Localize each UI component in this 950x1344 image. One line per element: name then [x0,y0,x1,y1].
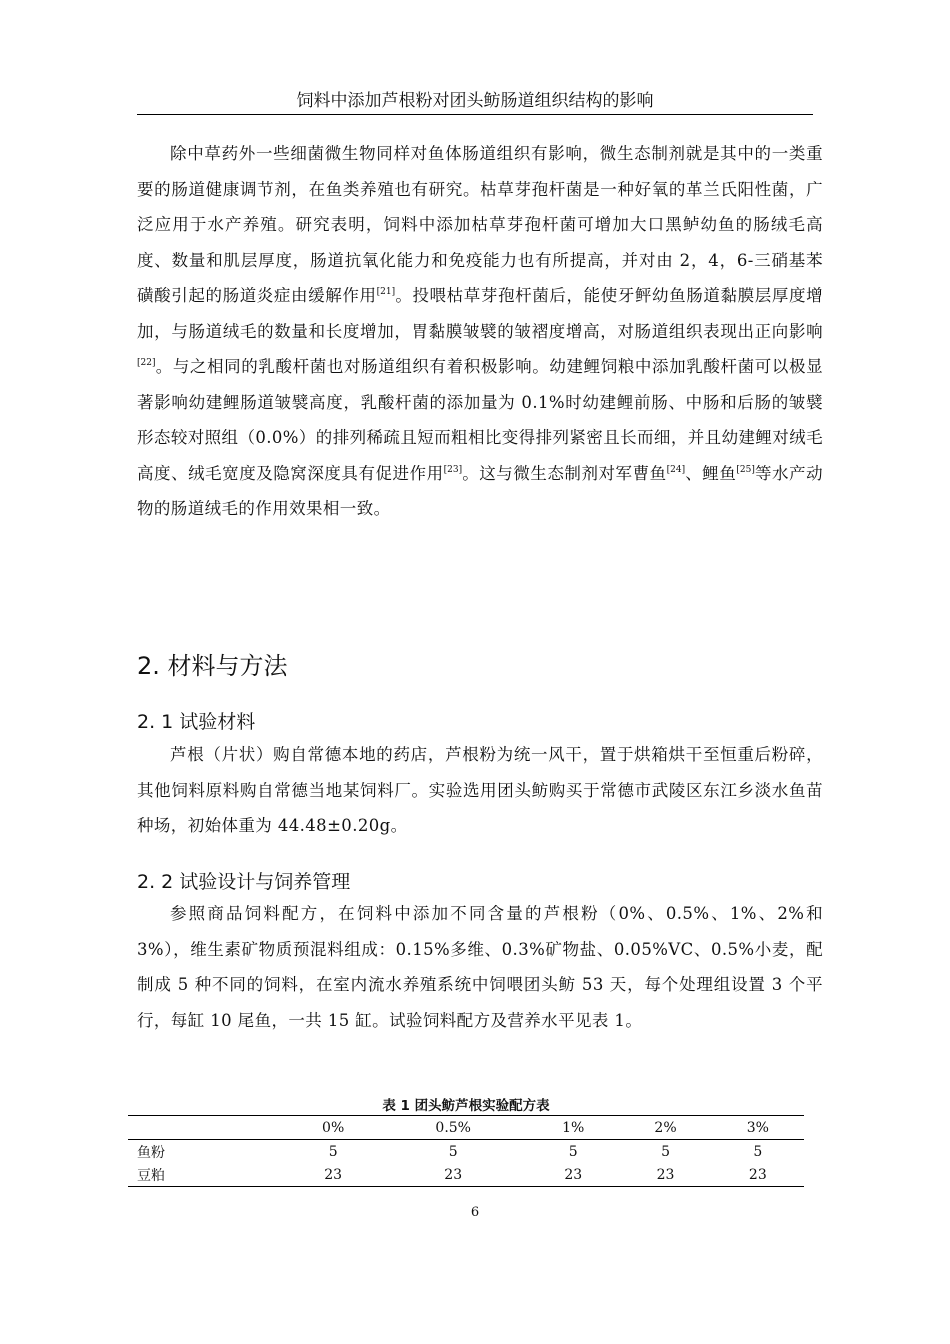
column-header: 1% [562,1119,585,1136]
citation-25: [25] [736,464,755,475]
section-heading-materials-methods: 2. 材料与方法 [137,652,288,680]
column-header [128,1116,287,1140]
text-segment: 等水产动物的肠道绒毛的作用效果相一致。 [137,463,823,518]
table-row [128,1140,804,1164]
row-label: 鱼粉 [137,1144,165,1161]
citation-21: [21] [376,287,396,297]
table-cell: 23 [564,1166,583,1183]
subsection-heading-materials: 2. 1 试验材料 [137,711,256,733]
table-caption: 表 1 团头鲂芦根实验配方表 [382,1098,550,1114]
intro-paragraph [137,136,823,527]
page-number: 6 [470,1205,480,1220]
design-paragraph: 参照商品饲料配方，在饲料中添加不同含量的芦根粉（0%、0.5%、1%、2%和 3%），维生素矿物质预混料组成：0.15%多维、0.3%矿物盐、0.05%VC、0.5%小麦，配制成 5 种不同的饲料，在室内流水养殖系统中饲喂团头鲂 53 天，每个处理组设置 3 个平行，每缸 10 尾鱼，一共 15 缸。试验饲料配方及营养水平见表 1。 [137,904,823,1030]
subsection-heading-design: 2. 2 试验设计与饲养管理 [137,871,351,893]
table-cell: 23 [324,1166,343,1183]
table-cell: 23 [444,1166,463,1183]
table-cell: 23 [656,1166,675,1183]
row-label: 豆粕 [137,1167,165,1184]
table-cell: 5 [568,1143,578,1160]
header-rule [137,114,813,115]
text-segment: 、鲤鱼 [685,463,737,483]
materials-paragraph: 芦根（片状）购自常德本地的药店，芦根粉为统一风干，置于烘箱烘干至恒重后粉碎，其他饲料原料购自常德当地某饲料厂。实验选用团头鲂购买于常德市武陵区东江乡淡水鱼苗种场，初始体重为 44.48±0.20g。 [137,745,823,835]
table-row [128,1163,804,1187]
table-cell: 5 [661,1143,670,1160]
citation-24: [24] [666,464,686,475]
text-segment: 。与之相同的乳酸杆菌也对肠道组织有着积极影响。幼建鲤饲粮中添加乳酸杆菌可以极显著影响幼建鲤肠道皱襞高度，乳酸杆菌的添加量为 0.1%时幼建鲤前肠、中肠和后肠的皱襞形态较对照组（0.0%）的排列稀疏且短而粗相比变得排列紧密且长而细，并且幼建鲤对绒毛高度、绒毛宽度及隐窝深度具有促进作用 [137,357,823,483]
text-segment: 。这与微生态制剂对军曹鱼 [462,463,667,483]
running-header: 饲料中添加芦根粉对团头鲂肠道组织结构的影响 [296,91,654,111]
column-header: 3% [746,1119,769,1136]
citation-22: [22] [137,358,156,368]
table-cell: 23 [748,1166,767,1183]
citation-23: [23] [443,464,463,475]
table-header-row [128,1116,804,1140]
column-header: 0.5% [435,1119,471,1136]
text-segment: 。投喂枯草芽孢杆菌后，能使牙鲆幼鱼肠道黏膜层厚度增加，与肠道绒毛的数量和长度增加，胃黏膜皱襞的皱褶度增高，对肠道组织表现出正向影响 [137,286,823,341]
table-cell: 5 [753,1143,763,1160]
table-cell: 5 [328,1143,338,1160]
text-segment: 除中草药外一些细菌微生物同样对鱼体肠道组织有影响，微生态制剂就是其中的一类重要的肠道健康调节剂，在鱼类养殖也有研究。枯草芽孢杆菌是一种好氧的革兰氏阳性菌，广泛应用于水产养殖。研究表明，饲料中添加枯草芽孢杆菌可增加大口黑鲈幼鱼的肠绒毛高度、数量和肌层厚度，肠道抗氧化能力和免疫能力也有所提高，并对由 2，4，6-三硝基苯磺酸引起的肠道炎症由缓解作用 [137,144,823,305]
table-cell: 5 [448,1143,458,1160]
column-header: 2% [654,1119,677,1136]
column-header: 0% [322,1119,345,1136]
formula-table [128,1115,804,1187]
